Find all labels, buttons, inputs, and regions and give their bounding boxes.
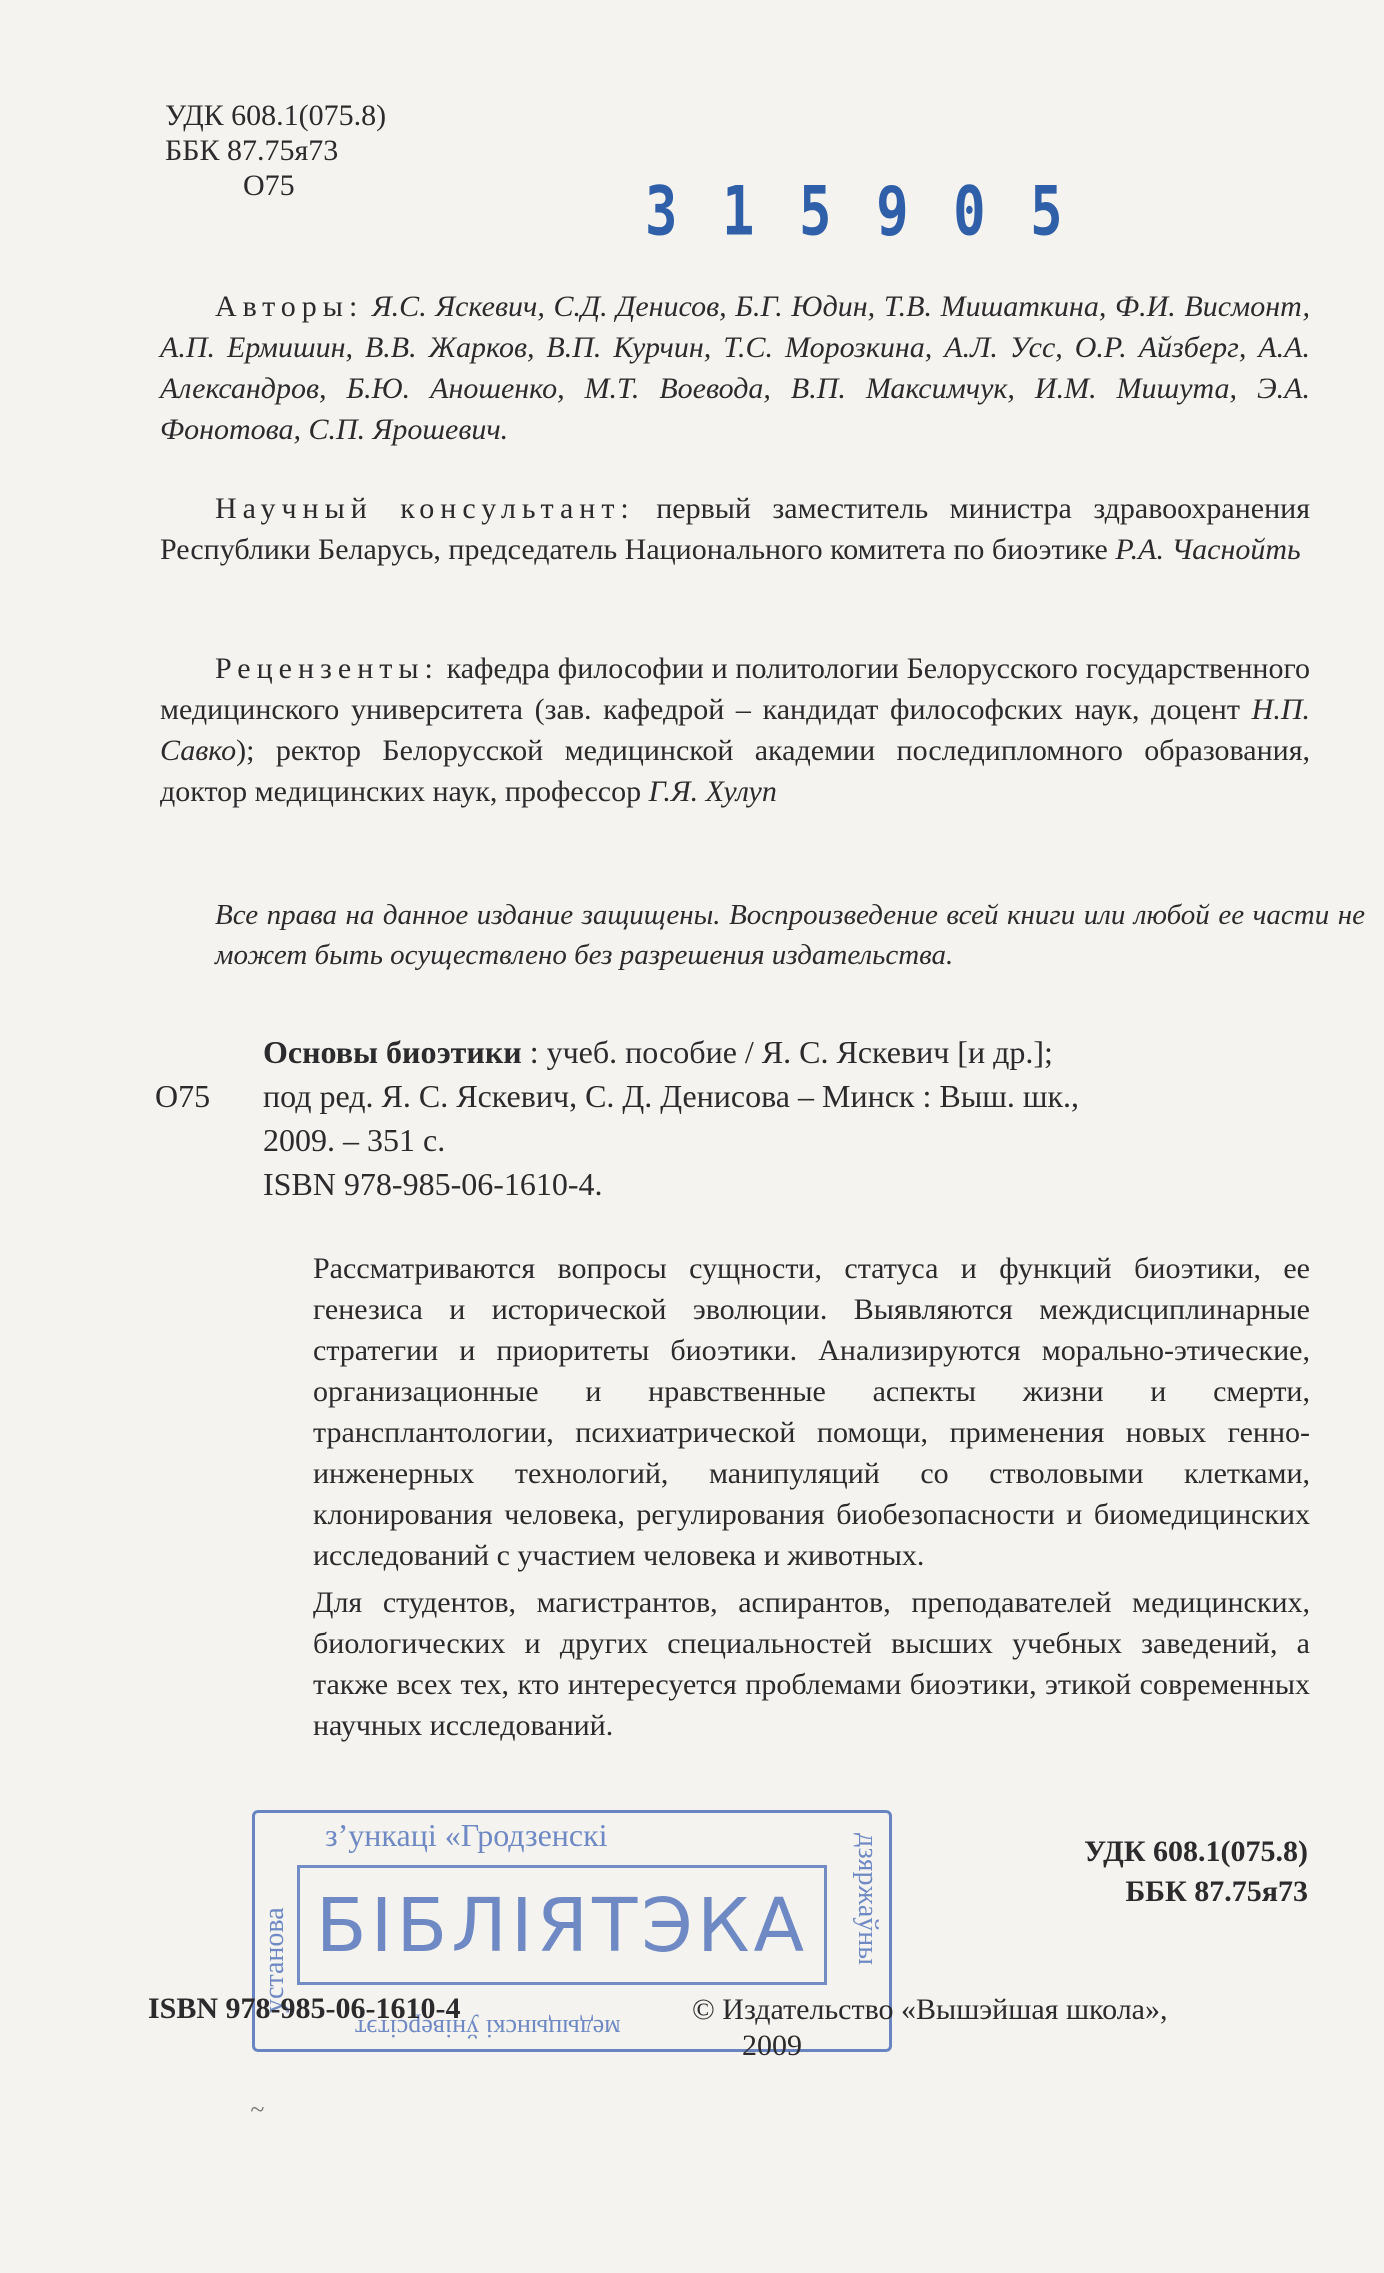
copyright-year: 2009 [742, 2029, 802, 2062]
biblio-mark: О75 [155, 1078, 211, 1114]
reviewers-text-2: ); ректор Белорусской медицинской академии последипломного образования, доктор медицинских наук, профессор [160, 734, 1310, 808]
consultant-name: Р.А. Часнойть [1115, 533, 1301, 566]
reviewers-label: Рецензенты: [215, 652, 439, 685]
footer-bbk: ББК 87.75я73 [1125, 1875, 1308, 1908]
stamp-bottom-text: медыцынскі ўніверсітэт [355, 2014, 621, 2043]
consultant-label: Научный консультант: [215, 492, 635, 525]
rights-notice: Все права на данное издание защищены. Воспроизведение всей книги или любой ее части не может быть осуществлено без разрешения издательства. [215, 899, 1365, 971]
consultant-paragraph [160, 488, 1310, 570]
book-title: Основы биоэтики [263, 1034, 522, 1070]
reviewer-name-1: Н.П. Савко [160, 693, 1310, 767]
inventory-number-stamp: 3 1 5 9 0 5 [645, 172, 1069, 251]
annotation-paragraph-1: Рассматриваются вопросы сущности, статуса и функций биоэтики, ее генезиса и исторической эволюции. Выявляются междисциплинарные стратегии и приоритеты биоэтики. Анализируются морально-этические, организационные и нравственные аспекты жизни и смерти, трансплантологии, психиатрической помощи, применения новых генно-инженерных технологий, манипуляций со стволовыми клетками, клонирования человека, регулирования биобезопасности и биомедицинских исследований с участием человека и животных. [313, 1252, 1310, 1572]
bbk-code: ББК 87.75я73 [165, 134, 339, 167]
stamp-right-text: дзяржаўны [852, 1833, 883, 1966]
udk-code: УДК 608.1(075.8) [165, 99, 387, 132]
bibliographic-record [155, 1030, 1315, 1206]
author-mark: О75 [243, 169, 295, 202]
biblio-line-3: 2009. – 351 с. [263, 1122, 446, 1158]
authors-label: Авторы: [215, 290, 364, 323]
classification-codes [165, 98, 386, 203]
annotation [313, 1248, 1310, 1746]
copyright-text: © Издательство «Вышэйшая школа», [692, 1993, 1168, 2026]
footer-udk: УДК 608.1(075.8) [1084, 1835, 1308, 1868]
annotation-paragraph-2: Для студентов, магистрантов, аспирантов, преподавателей медицинских, биологических и других специальностей высших учебных заведений, а также всех тех, кто интересуется проблемами биоэтики, этикой современных научных исследований. [313, 1586, 1310, 1742]
copyright-notice [692, 1992, 1302, 2064]
footer-codes [1084, 1832, 1308, 1912]
stamp-center-text: БІБЛІЯТЭКА [297, 1865, 827, 1985]
biblio-line-2: под ред. Я. С. Яскевич, С. Д. Денисова – Минск : Выш. шк., [263, 1078, 1080, 1114]
stamp-left-text: установа [259, 1907, 290, 2013]
authors-paragraph [160, 286, 1310, 450]
reviewers-paragraph [160, 648, 1310, 812]
reviewers-text-1: кафедра философии и политологии Белорусского государственного медицинского университета (зав. кафедрой – кандидат философских наук, доцент [160, 652, 1311, 726]
authors-names: Я.С. Яскевич, С.Д. Денисов, Б.Г. Юдин, Т.В. Мишаткина, Ф.И. Висмонт, А.П. Ермишин, В.В. Жарков, В.П. Курчин, Т.С. Морозкина, А.Л. Усс, О.Р. Айзберг, А.А. Александров, Б.Ю. Аношенко, М.Т. Воевода, В.П. Максимчук, И.М. Мишута, Э.А. Фонотова, С.П. Ярошевич. [160, 290, 1311, 446]
consultant-text: первый заместитель министра здравоохранения Республики Беларусь, председатель Национального комитета по биоэтике [160, 492, 1311, 566]
reviewer-name-2: Г.Я. Хулуп [648, 775, 777, 808]
biblio-isbn: ISBN 978-985-06-1610-4. [263, 1166, 603, 1202]
footer-isbn: ISBN 978-985-06-1610-4 [148, 1992, 461, 2025]
pencil-mark: ~ [250, 2095, 265, 2124]
biblio-line-1: : учеб. пособие / Я. С. Яскевич [и др.]; [521, 1034, 1053, 1070]
stamp-top-text: з’ункаці «Гродзенскі [325, 1817, 608, 1853]
